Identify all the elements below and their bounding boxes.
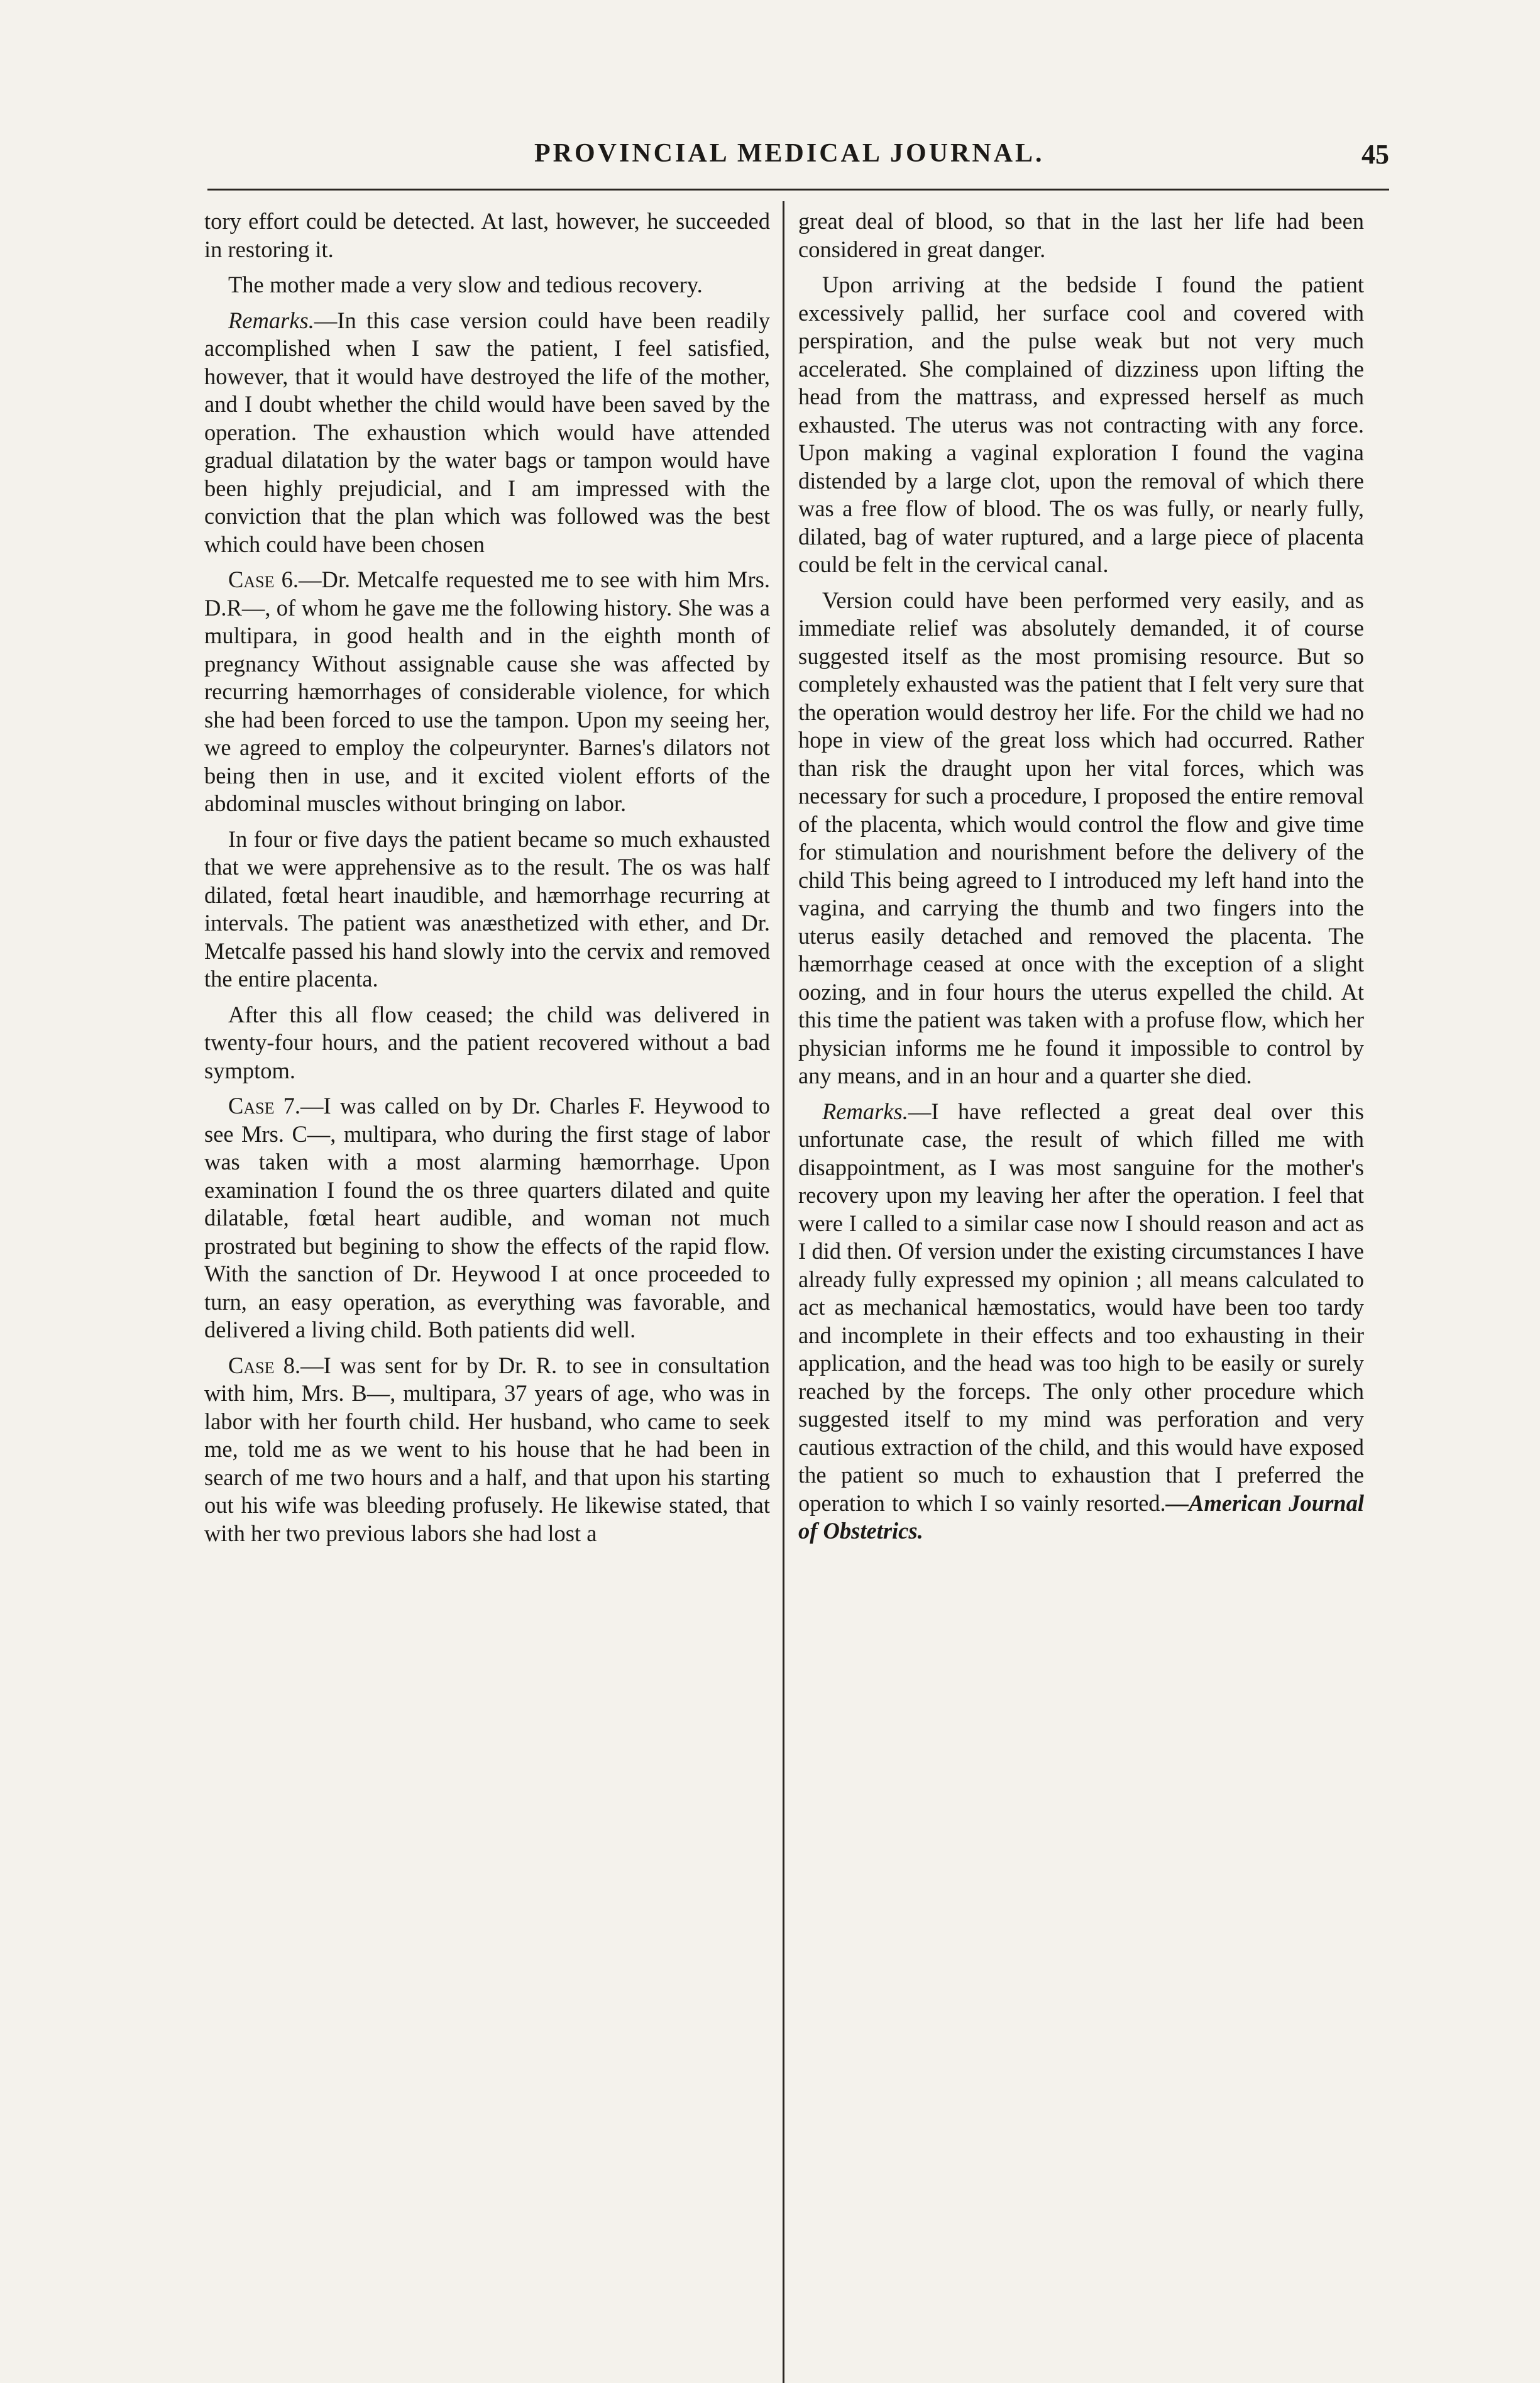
paragraph-text: —In this case version could have been readily accomplished when I saw the patient, I feel satisfied, however, that it would have destroyed the life of the mother, and I doubt whether the child would have been saved by the operation. The exhaustion which would have attended gradual dilatation by the water bags or tampon would have been highly prejudicial, and I am impressed with the conviction that the plan which was followed was the best which could have been chosen [204, 307, 770, 557]
paragraph-text: —I have reflected a great deal over this unfortunate case, the result of which filled me with disappointment, as I was most sanguine for the mother's recovery upon my leaving her after the operation. I feel that were I called to a similar case now I should reason and act as I did then. Of version under the existing circumstances I have already fully expressed my opinion ; all means calculated to act as mechanical hæmostatics, would have been too tardy and incomplete in their effects and too exhausting in their application, and the head was too high to be easily or surely reached by the forceps. The only other procedure which suggested itself to my mind was perforation and very cautious extraction of the child, and this would have exposed the patient so much to exhaustion that I preferred the operation to which I so vainly resorted. [798, 1098, 1364, 1516]
case-label: Case 6. [228, 567, 299, 592]
paragraph: tory effort could be detected. At last, however, he succeeded in restoring it. [204, 208, 770, 262]
paragraph: In four or five days the patient became so much exhausted that we were apprehensive as to the result. The os was half dilated, fœtal heart inaudible, and hæmorrhage recurring at intervals. The patient was anæsthetized with ether, and Dr. Metcalfe passed his hand slowly into the cervix and removed the entire placenta. [204, 826, 770, 992]
left-column [204, 207, 770, 1555]
paragraph [204, 307, 770, 559]
case-label: Case 8. [228, 1352, 301, 1378]
paragraph: Version could have been performed very easily, and as immediate relief was absolutely demanded, it of course suggested itself as the most promising resource. But so completely exhausted was the patient that I felt very sure that the operation would destroy her life. For the child we had no hope in view of the great loss which had occurred. Rather than risk the draught upon her vital forces, which was necessary for such a procedure, I proposed the entire removal of the placenta, which would control the flow and give time for stimulation and nourishment before the delivery of the child This being agreed to I introduced my left hand into the vagina, and carrying the thumb and two fingers into the uterus easily detached and removed the placenta. The hæmorrhage ceased at once with the exception of a slight oozing, and in four hours the uterus expelled the child. At this time the patient was taken with a profuse flow, which her physician informs me he found it impossible to control by any means, and in an hour and a quarter she died. [798, 587, 1364, 1088]
case-label: Case 7. [228, 1093, 301, 1119]
remarks-label: Remarks. [228, 307, 314, 333]
paragraph [204, 566, 770, 818]
paragraph-text: —I was sent for by Dr. R. to see in consultation with him, Mrs. B—, multipara, 37 years of age, who was in labor with her fourth child. Her husband, who came to seek me, told me as we went to his house that he had been in search of me two hours and a half, and that upon his starting out his wife was bleeding profusely. He likewise stated, that with her two previous labors she had lost a [204, 1352, 770, 1546]
paragraph: After this all flow ceased; the child was delivered in twenty-four hours, and the patient recovered without a bad symptom. [204, 1001, 770, 1083]
paragraph: Upon arriving at the bedside I found the patient excessively pallid, her surface cool and covered with perspiration, and the pulse weak but not very much accelerated. She complained of dizziness upon lifting the head from the mattrass, and expressed herself as much exhausted. The uterus was not contracting with any force. Upon making a vaginal exploration I found the vagina distended by a large clot, upon the removal of which there was a free flow of blood. The os was fully, or nearly fully, dilated, bag of water ruptured, and a large piece of placenta could be felt in the cervical canal. [798, 272, 1364, 577]
column-divider [783, 201, 784, 2383]
paragraph [204, 1352, 770, 1548]
running-header [207, 138, 1389, 176]
journal-title: PROVINCIAL MEDICAL JOURNAL. [534, 139, 1045, 168]
paragraph: great deal of blood, so that in the last her life had been considered in great danger. [798, 208, 1364, 262]
paragraph [798, 1098, 1364, 1545]
paragraph: The mother made a very slow and tedious recovery. [228, 272, 703, 297]
right-column [798, 207, 1364, 1553]
paragraph [204, 1092, 770, 1344]
paragraph-text: —Dr. Metcalfe requested me to see with him Mrs. D.R—, of whom he gave me the following history. She was a multipara, in good health and in the eighth month of pregnancy Without assignable cause she was affected by recurring hæmorrhages of considerable violence, for which she had been forced to use the tampon. Upon my seeing her, we agreed to employ the colpeurynter. Barnes's dilators not being then in use, and it excited violent efforts of the abdominal muscles without bringing on labor. [204, 567, 770, 816]
page-number: 45 [1361, 139, 1389, 170]
citation: —American Journal of Obstetrics. [798, 1490, 1364, 1544]
paragraph-text: —I was called on by Dr. Charles F. Heywood to see Mrs. C—, multipara, who during the first stage of labor was taken with a most alarming hæmorrhage. Upon examination I found the os three quarters dilated and quite dilatable, fœtal heart audible, and woman not much prostrated but begining to show the effects of the rapid flow. With the sanction of Dr. Heywood I at once proceeded to turn, an easy operation, as everything was favorable, and delivered a living child. Both patients did well. [204, 1093, 771, 1342]
remarks-label: Remarks. [822, 1098, 908, 1124]
header-rule [207, 189, 1389, 191]
